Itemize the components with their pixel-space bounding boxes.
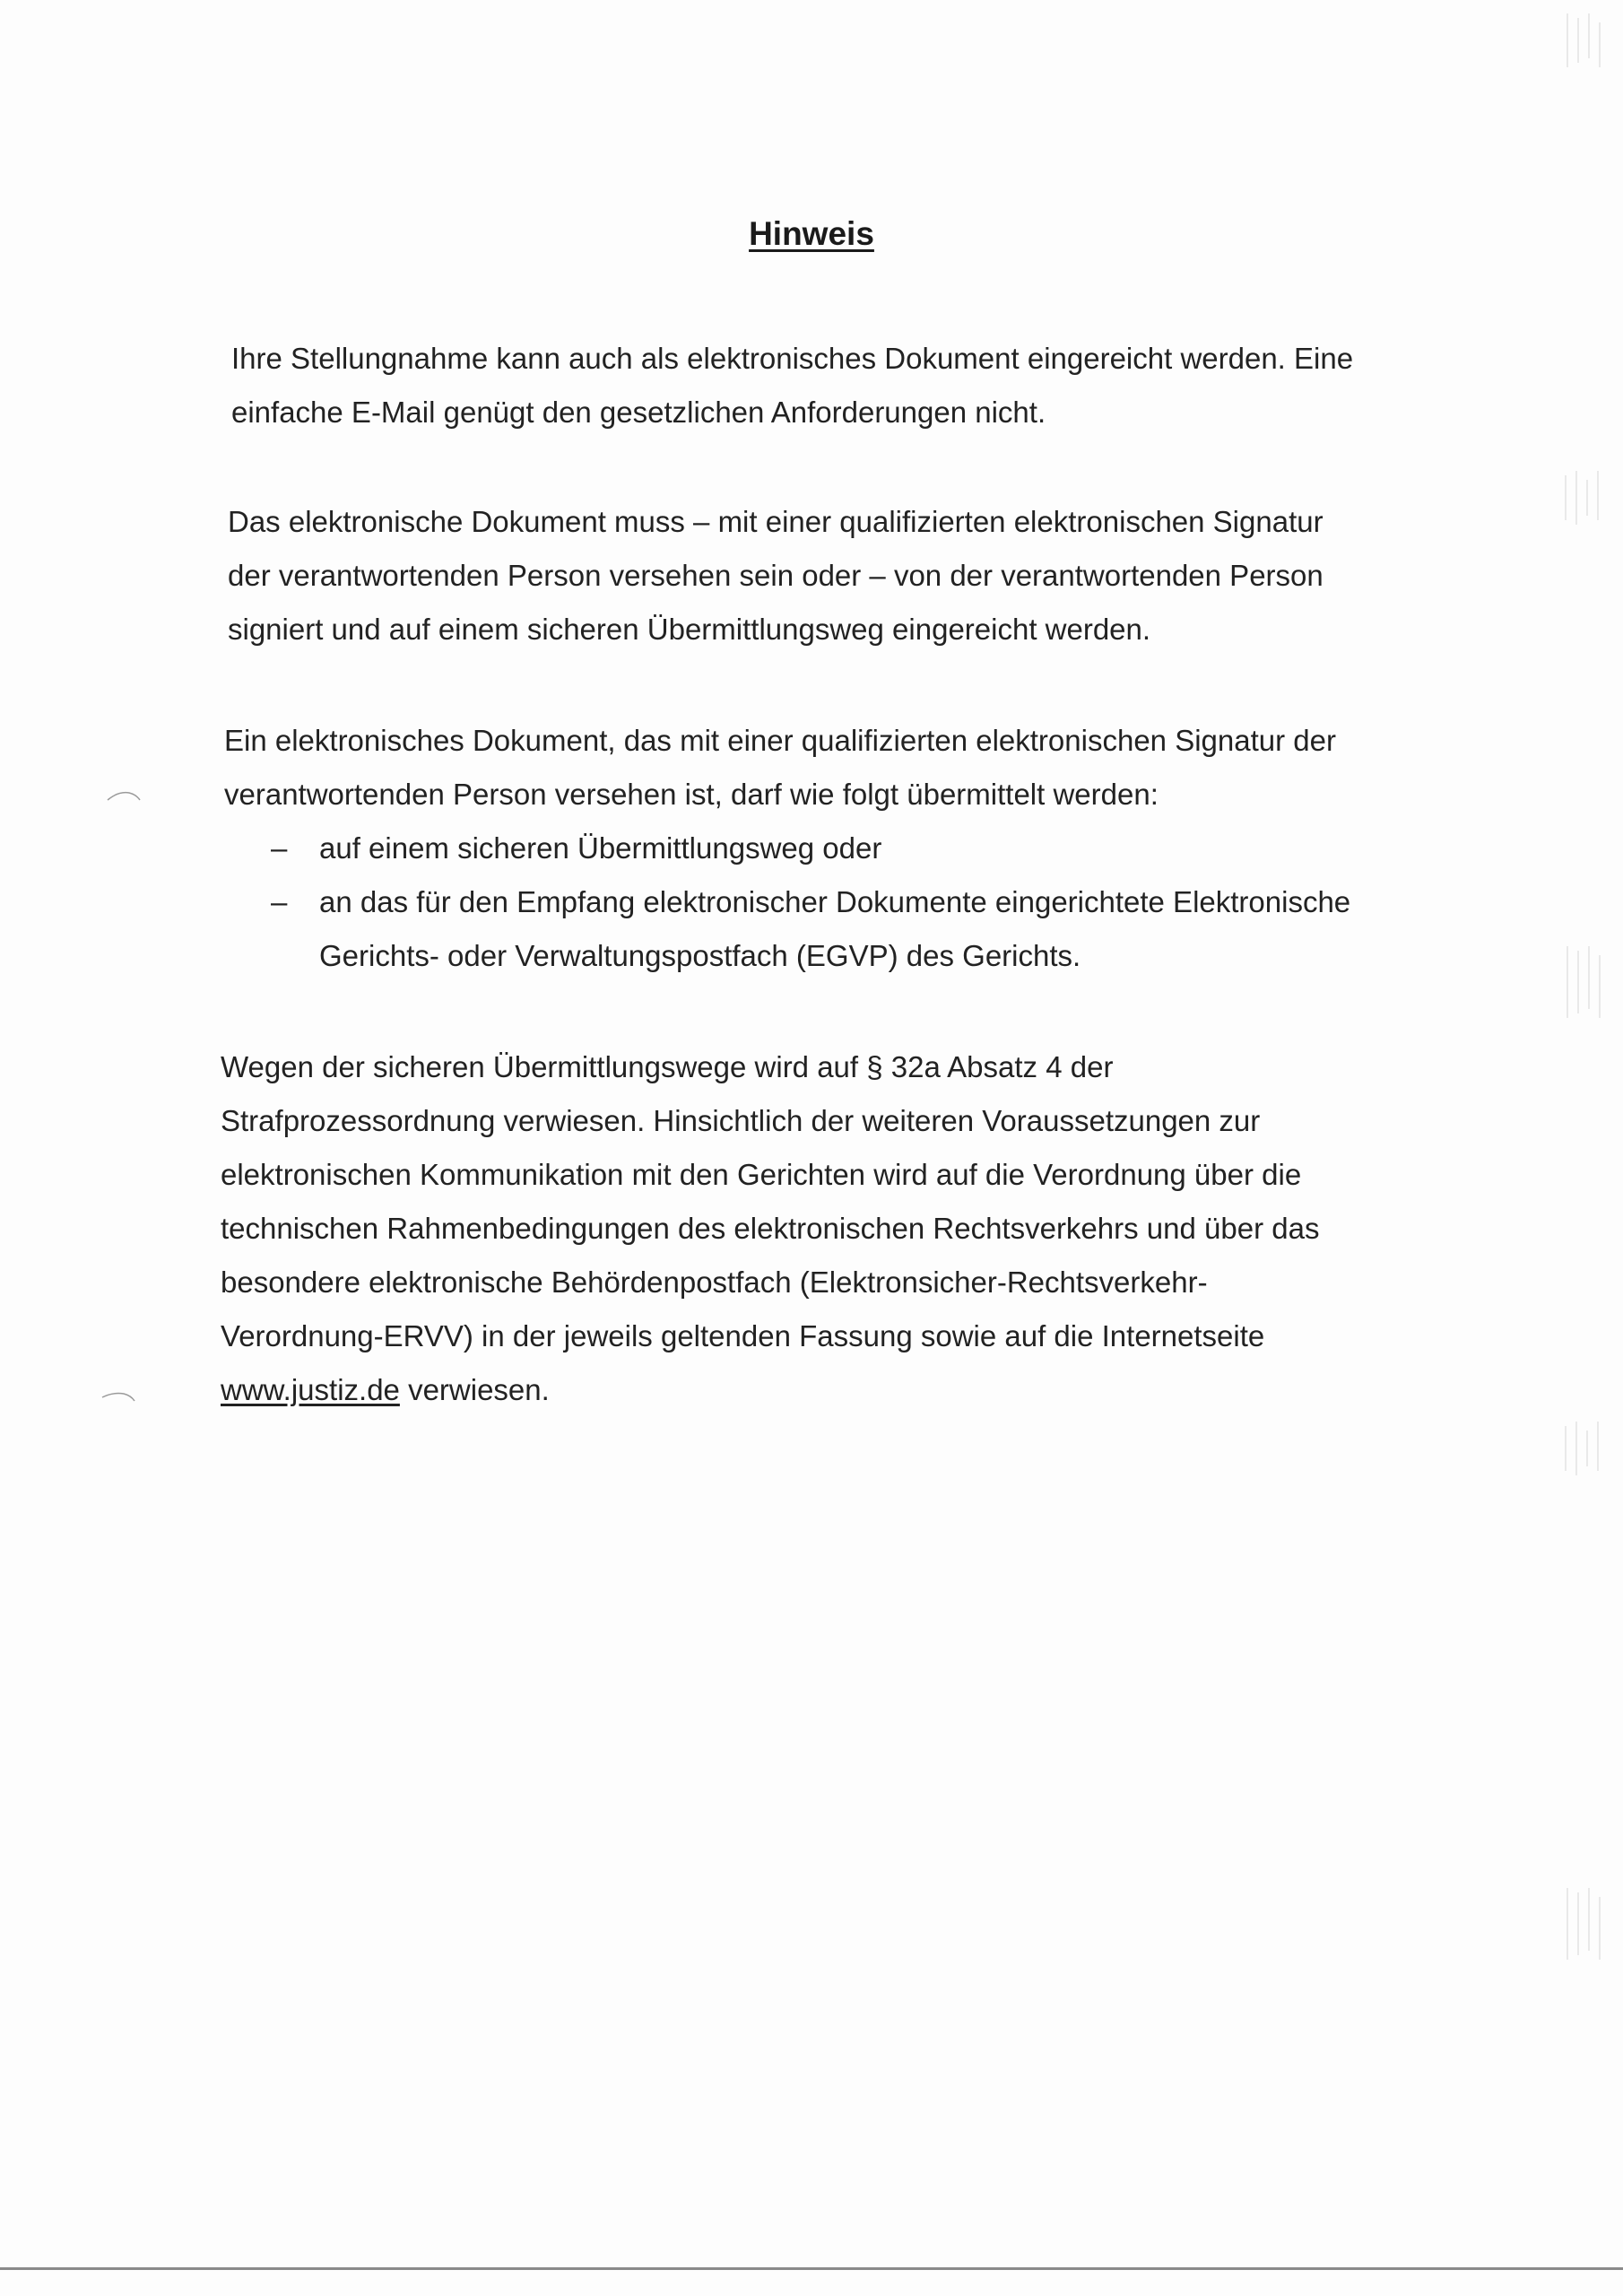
paragraph-legal-references [221, 1040, 1494, 1417]
scan-noise-icon [1558, 9, 1612, 72]
text-after-link: verwiesen. [399, 1373, 550, 1406]
justiz-website-link[interactable]: www.justiz.de [221, 1373, 400, 1406]
text-line: Strafprozessordnung verwiesen. Hinsichtlich der weiteren Voraussetzungen zur [221, 1104, 1261, 1137]
margin-mark-icon [100, 1388, 136, 1403]
text-line: verantwortenden Person versehen ist, darf wie folgt übermittelt werden: [224, 778, 1159, 811]
paragraph-electronic-submission [231, 332, 1505, 439]
text-line: Wegen der sicheren Übermittlungswege wird auf § 32a Absatz 4 der [221, 1050, 1114, 1083]
paragraph-signature-requirements [228, 495, 1501, 657]
text-line-last [221, 1363, 1494, 1417]
text-line: Verordnung-ERVV) in der jeweils geltenden Fassung sowie auf die Internetseite [221, 1319, 1265, 1352]
scan-noise-icon [1558, 1417, 1612, 1480]
text-line: besondere elektronische Behördenpostfach (Elektronsicher-Rechtsverkehr- [221, 1265, 1208, 1299]
text-line: elektronischen Kommunikation mit den Gerichten wird auf die Verordnung über die [221, 1158, 1302, 1191]
bullet-dash: – [271, 885, 288, 918]
scan-edge-line [0, 2267, 1623, 2270]
list-item [271, 875, 1350, 983]
scan-noise-icon [1558, 942, 1612, 1022]
text-line: Gerichts- oder Verwaltungspostfach (EGVP) des Gerichts. [319, 939, 1081, 972]
text-line: technischen Rahmenbedingungen des elektronischen Rechtsverkehrs und über das [221, 1212, 1320, 1245]
text-line: Das elektronische Dokument muss – mit einer qualifizierten elektronischen Signatur [228, 505, 1324, 538]
bullet-dash: – [271, 831, 288, 865]
scan-noise-icon [1558, 1883, 1612, 1964]
text-line: an das für den Empfang elektronischer Dokumente eingerichtete Elektronische [319, 885, 1351, 918]
text-line: Ihre Stellungnahme kann auch als elektronisches Dokument eingereicht werden. Eine [231, 342, 1354, 375]
text-line: der verantwortenden Person versehen sein oder – von der verantwortenden Person [228, 559, 1324, 592]
scan-noise-icon [1558, 466, 1612, 529]
text-line: einfache E-Mail genügt den gesetzlichen Anforderungen nicht. [231, 396, 1046, 429]
paragraph-transmission-options [224, 714, 1497, 822]
text-line: signiert und auf einem sicheren Übermittlungsweg eingereicht werden. [228, 613, 1151, 646]
margin-mark-icon [106, 789, 142, 804]
document-title: Hinweis [749, 215, 874, 252]
text-line: auf einem sicheren Übermittlungsweg oder [319, 831, 882, 865]
list-item [271, 822, 1350, 875]
text-line: Ein elektronisches Dokument, das mit einer qualifizierten elektronischen Signatur der [224, 724, 1336, 757]
transmission-list [271, 822, 1350, 983]
